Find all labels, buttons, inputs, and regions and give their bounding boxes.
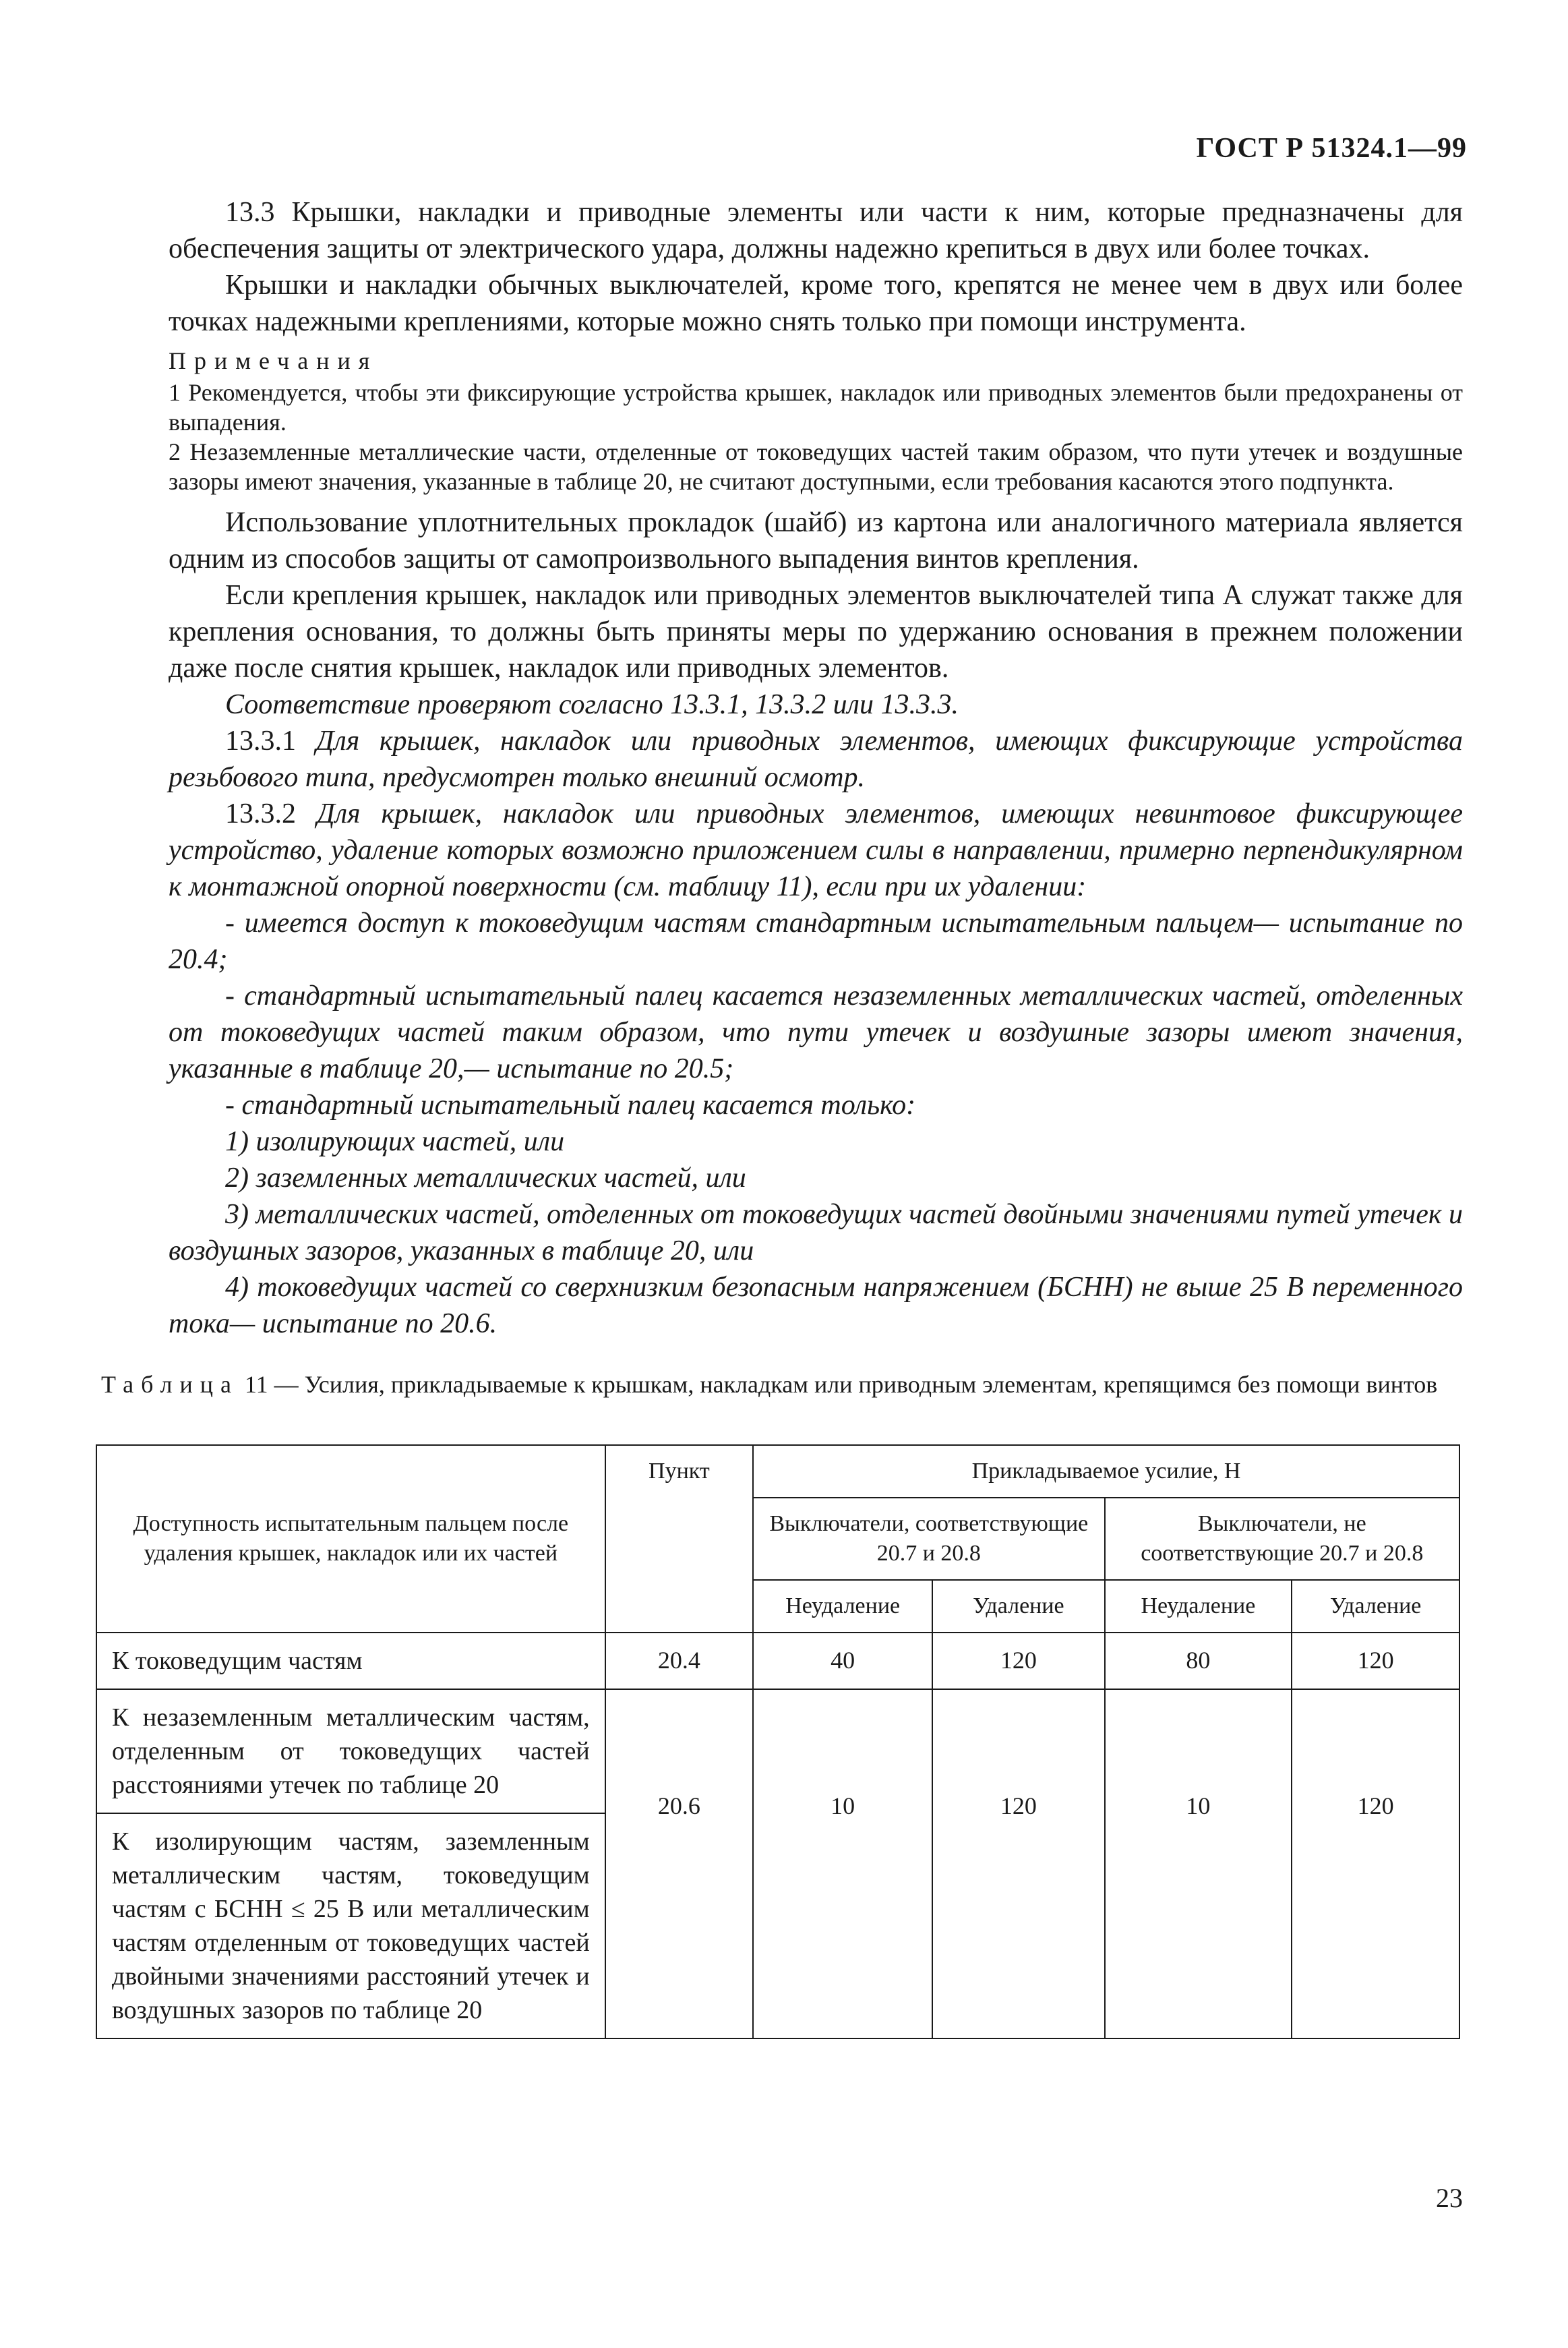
paragraph-13-3-2: 13.3.2 Для крышек, накладок или приводных элементов, имеющих невинтовое фиксирующее устройство, удаление которых возможно приложением силы в направлении, примерно перпендикулярном к монтажной опорной поверхности (см. таблицу 11), если при их удалении: (169, 798, 1464, 902)
paragraph-type-a: Если крепления крышек, накладок или приводных элементов выключателей типа А служат также для крепления основания, то должны быть приняты меры по удержанию основания в прежнем положении даже после снятия крышек, накладок или приводных элементов. (169, 580, 1463, 684)
table-header-row-1 (96, 1445, 1459, 1498)
table-row (96, 1689, 1459, 1813)
notes-title: Примечания (169, 347, 378, 374)
row-value: 80 (1105, 1633, 1292, 1689)
sub-item-1: 1) изолирующих частей, или (225, 1126, 565, 1157)
row-value: 120 (1292, 1689, 1459, 2038)
row-value: 40 (753, 1633, 932, 1689)
sub-item-2: 2) заземленных металлических частей, или (225, 1163, 746, 1194)
paragraph-gaskets: Использование уплотнительных прокладок (шайб) из картона или аналогичного материала является одним из способов защиты от самопроизвольного выпадения винтов крепления. (169, 507, 1463, 575)
header-clause: Пункт (605, 1445, 753, 1633)
note-2: 2 Незаземленные металлические части, отделенные от токоведущих частей таким образом, что пути утечек и воздушные зазоры имеют значения, указанные в таблице 20, не считают доступными, если требования касаются этого подпункта. (169, 438, 1463, 495)
header-removal-a: Удаление (932, 1580, 1104, 1633)
header-switches-comply: Выключатели, соответствующие 20.7 и 20.8 (753, 1498, 1104, 1580)
row-value: 120 (1292, 1633, 1459, 1689)
paragraph-covers: Крышки и накладки обычных выключателей, кроме того, крепятся не менее чем в двух или более точках надежными креплениями, которые можно снять только при помощи инструмента. (169, 270, 1463, 337)
header-switches-not-comply: Выключатели, не соответствующие 20.7 и 20.8 (1105, 1498, 1459, 1580)
table-caption-label: Таблица (101, 1371, 239, 1398)
table-caption-text: 11 — Усилия, прикладываемые к крышкам, накладкам или приводным элементам, крепящимся без помощи винтов (244, 1371, 1438, 1398)
document-body (169, 194, 1463, 1342)
document-code: ГОСТ Р 51324.1—99 (1196, 133, 1467, 164)
row-label: К изолирующим частям, заземленным металлическим частям, токоведущим частям с БСНН ≤ 25 В или металлическим частям отделенным от токоведущих частей двойными значениями расстояний утечек и воздушных зазоров по таблице 20 (96, 1813, 605, 2038)
paragraph-compliance: Соответствие проверяют согласно 13.3.1, 13.3.2 или 13.3.3. (225, 689, 959, 720)
row-value: 120 (932, 1633, 1104, 1689)
notes-block (169, 344, 1463, 496)
row-label: К токоведущим частям (96, 1633, 605, 1689)
paragraph-13-3-1: 13.3.1 Для крышек, накладок или приводных элементов, имеющих фиксирующие устройства резьбового типа, предусмотрен только внешний осмотр. (169, 726, 1464, 793)
note-1: 1 Рекомендуется, чтобы эти фиксирующие устройства крышек, накладок или приводных элементов были предохранены от выпадения. (169, 379, 1463, 436)
header-access: Доступность испытательным пальцем после удаления крышек, накладок или их частей (96, 1445, 605, 1633)
page-number: 23 (1436, 2183, 1463, 2213)
sub-item-3: 3) металлических частей, отделенных от токоведущих частей двойными значениями путей утечек и воздушных зазоров, указанных в таблице 20, или (169, 1199, 1463, 1266)
list-item-1: - имеется доступ к токоведущим частям стандартным испытательным пальцем— испытание по 20.4; (169, 908, 1463, 975)
row-clause: 20.6 (605, 1689, 753, 2038)
header-applied-force: Прикладываемое усилие, Н (753, 1445, 1459, 1498)
header-removal-b: Удаление (1292, 1580, 1459, 1633)
header-no-removal-b: Неудаление (1105, 1580, 1292, 1633)
paragraph-13-3: 13.3 Крышки, накладки и приводные элементы или части к ним, которые предназначены для обеспечения защиты от электрического удара, должны надежно крепиться в двух или более точках. (169, 197, 1463, 264)
force-table (96, 1444, 1460, 2039)
sub-item-4: 4) токоведущих частей со сверхнизким безопасным напряжением (БСНН) не выше 25 В переменного тока— испытание по 20.6. (169, 1272, 1463, 1339)
row-label: К незаземленным металлическим частям, отделенным от токоведущих частей расстояниями утечек по таблице 20 (96, 1689, 605, 1813)
row-clause: 20.4 (605, 1633, 753, 1689)
row-value: 10 (753, 1689, 932, 2038)
header-no-removal-a: Неудаление (753, 1580, 932, 1633)
row-value: 120 (932, 1689, 1104, 2038)
list-item-3: - стандартный испытательный палец касается только: (225, 1090, 916, 1121)
table-row (96, 1633, 1459, 1689)
list-item-2: - стандартный испытательный палец касается незаземленных металлических частей, отделенных от токоведущих частей таким образом, что пути утечек и воздушные зазоры имеют значения, указанные в таблице 20,— испытание по 20.5; (169, 980, 1463, 1084)
row-value: 10 (1105, 1689, 1292, 2038)
table-caption (101, 1369, 1463, 1400)
